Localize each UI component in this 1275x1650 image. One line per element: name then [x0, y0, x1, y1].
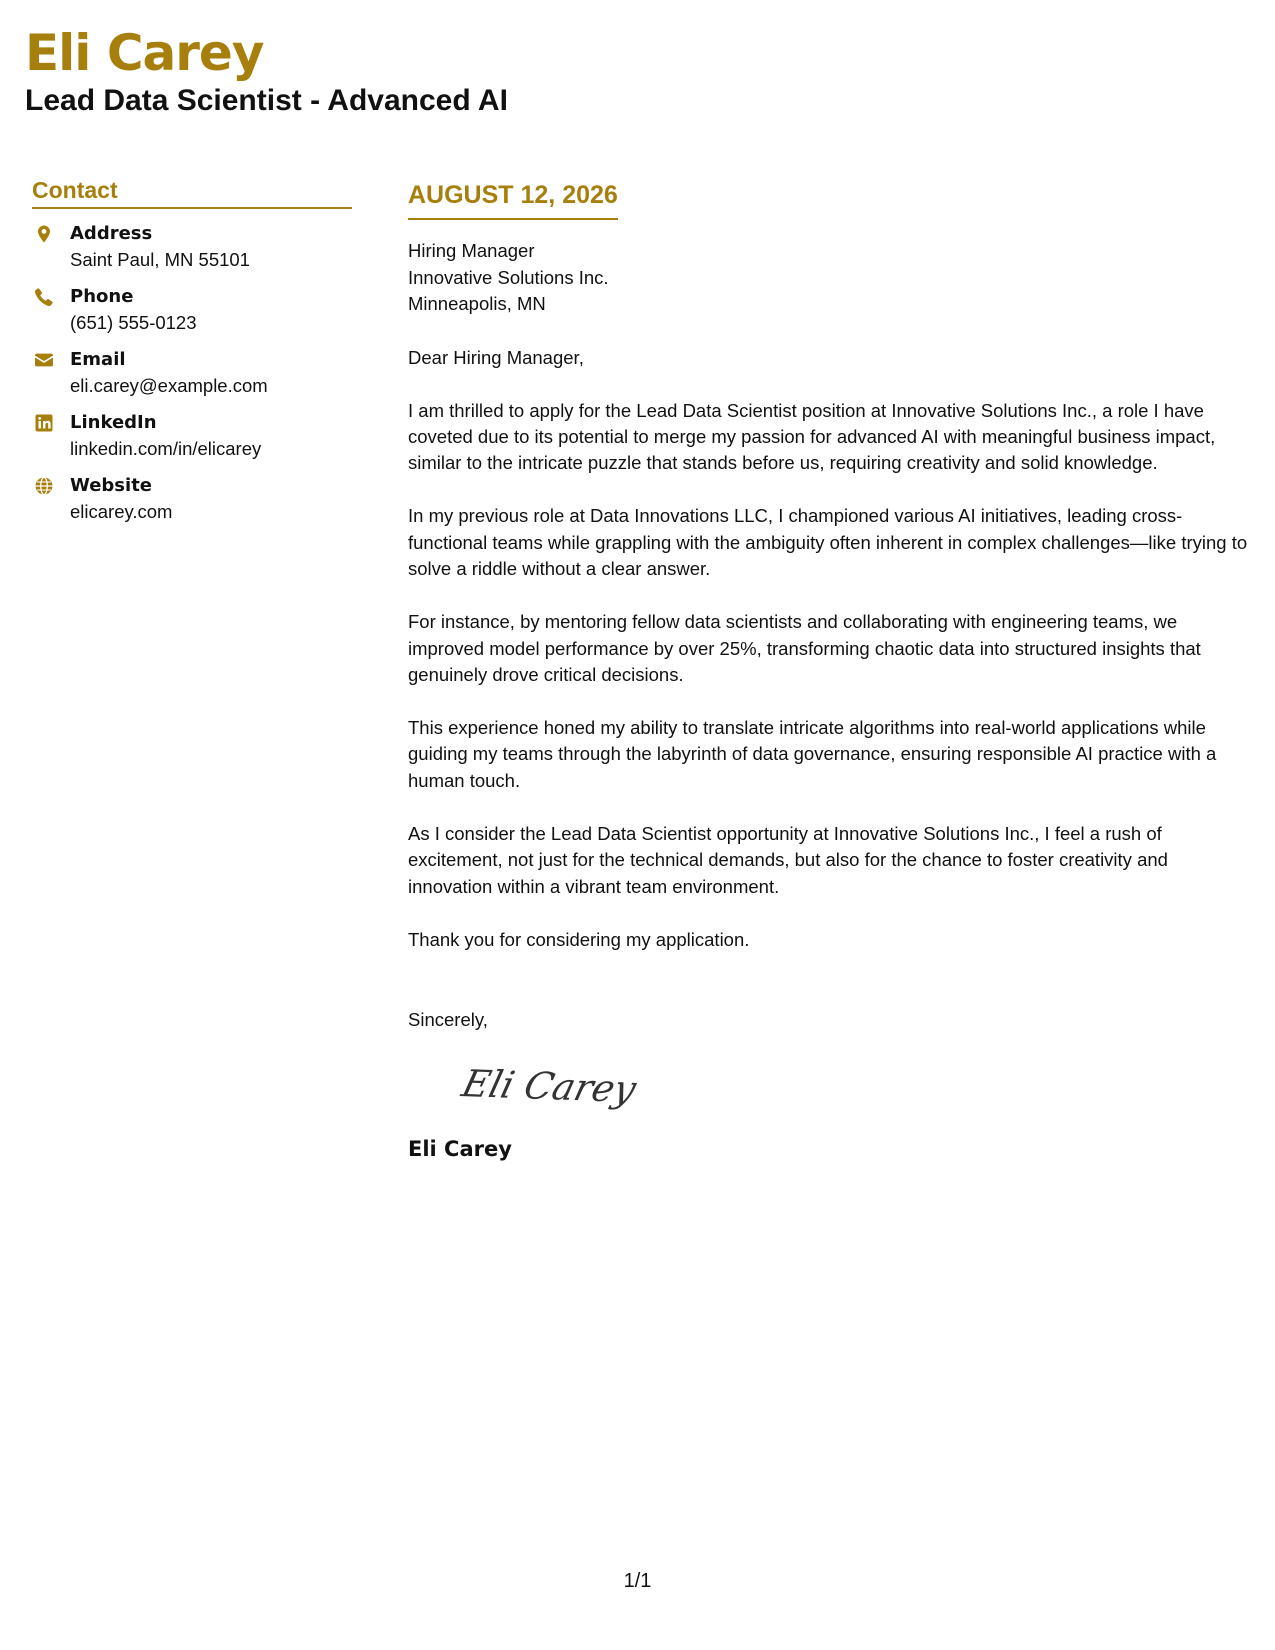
address-value: Saint Paul, MN 55101	[70, 249, 250, 270]
email-value: eli.carey@example.com	[70, 375, 268, 396]
recipient-line: Hiring Manager	[408, 240, 535, 261]
phone-value: (651) 555-0123	[70, 312, 197, 333]
contact-label: Address	[70, 223, 153, 244]
job-title: Lead Data Scientist - Advanced AI	[25, 84, 508, 117]
envelope-icon	[34, 350, 54, 370]
contact-sidebar	[32, 176, 352, 536]
letter-paragraph: I am thrilled to apply for the Lead Data Scientist position at Innovative Solutions Inc., a role I have coveted due to its potential to merge my passion for advanced AI with meaningful business impact, similar to the intricate puzzle that stands before us, requiring creativity and solid knowledge.	[408, 399, 1216, 474]
letter-body	[408, 178, 1248, 1163]
letter-date: AUGUST 12, 2026	[408, 178, 618, 220]
contact-email	[32, 347, 352, 410]
contact-website	[32, 473, 352, 536]
recipient-line: Minneapolis, MN	[408, 293, 546, 314]
contact-linkedin	[32, 410, 352, 473]
contact-address	[32, 221, 352, 284]
letter-paragraph: Thank you for considering my application.	[408, 928, 750, 950]
recipient-line: Innovative Solutions Inc.	[408, 266, 609, 288]
contact-label: Website	[70, 475, 153, 496]
handwritten-signature: Eli Carey	[457, 1062, 641, 1112]
phone-icon	[34, 287, 54, 307]
website-value: elicarey.com	[70, 501, 173, 522]
closing: Sincerely,	[408, 1009, 488, 1031]
letter-paragraph: For instance, by mentoring fellow data scientists and collaborating with engineering teams, we improved model performance by over 25%, transforming chaotic data into structured insights that genuinely drove critical decisions.	[408, 611, 1201, 685]
page-number: 1/1	[623, 1570, 652, 1592]
contact-label: Email	[70, 349, 126, 370]
applicant-name: Eli Carey	[25, 24, 264, 82]
letter-paragraph: This experience honed my ability to translate intricate algorithms into real-world applications while guiding my teams through the labyrinth of data governance, ensuring responsible AI practice with a human touch.	[408, 717, 1217, 791]
recipient-block	[408, 238, 1248, 318]
map-pin-icon	[34, 224, 54, 244]
signer-name: Eli Carey	[408, 1137, 512, 1162]
letter-paragraph: As I consider the Lead Data Scientist opportunity at Innovative Solutions Inc., I feel a rush of excitement, not just for the technical demands, but also for the chance to foster creativity and innovation within a vibrant team environment.	[408, 823, 1168, 897]
contact-label: LinkedIn	[70, 412, 157, 433]
contact-heading: Contact	[32, 176, 352, 209]
linkedin-value: linkedin.com/in/elicarey	[70, 438, 262, 459]
letter-paragraph: In my previous role at Data Innovations LLC, I championed various AI initiatives, leading cross-functional teams while grappling with the ambiguity often inherent in complex challenges—like trying to solve a riddle without a clear answer.	[408, 505, 1248, 579]
globe-icon	[34, 476, 54, 496]
contact-phone	[32, 284, 352, 347]
salutation: Dear Hiring Manager,	[408, 346, 584, 368]
contact-label: Phone	[70, 286, 134, 307]
linkedin-icon	[34, 413, 54, 433]
